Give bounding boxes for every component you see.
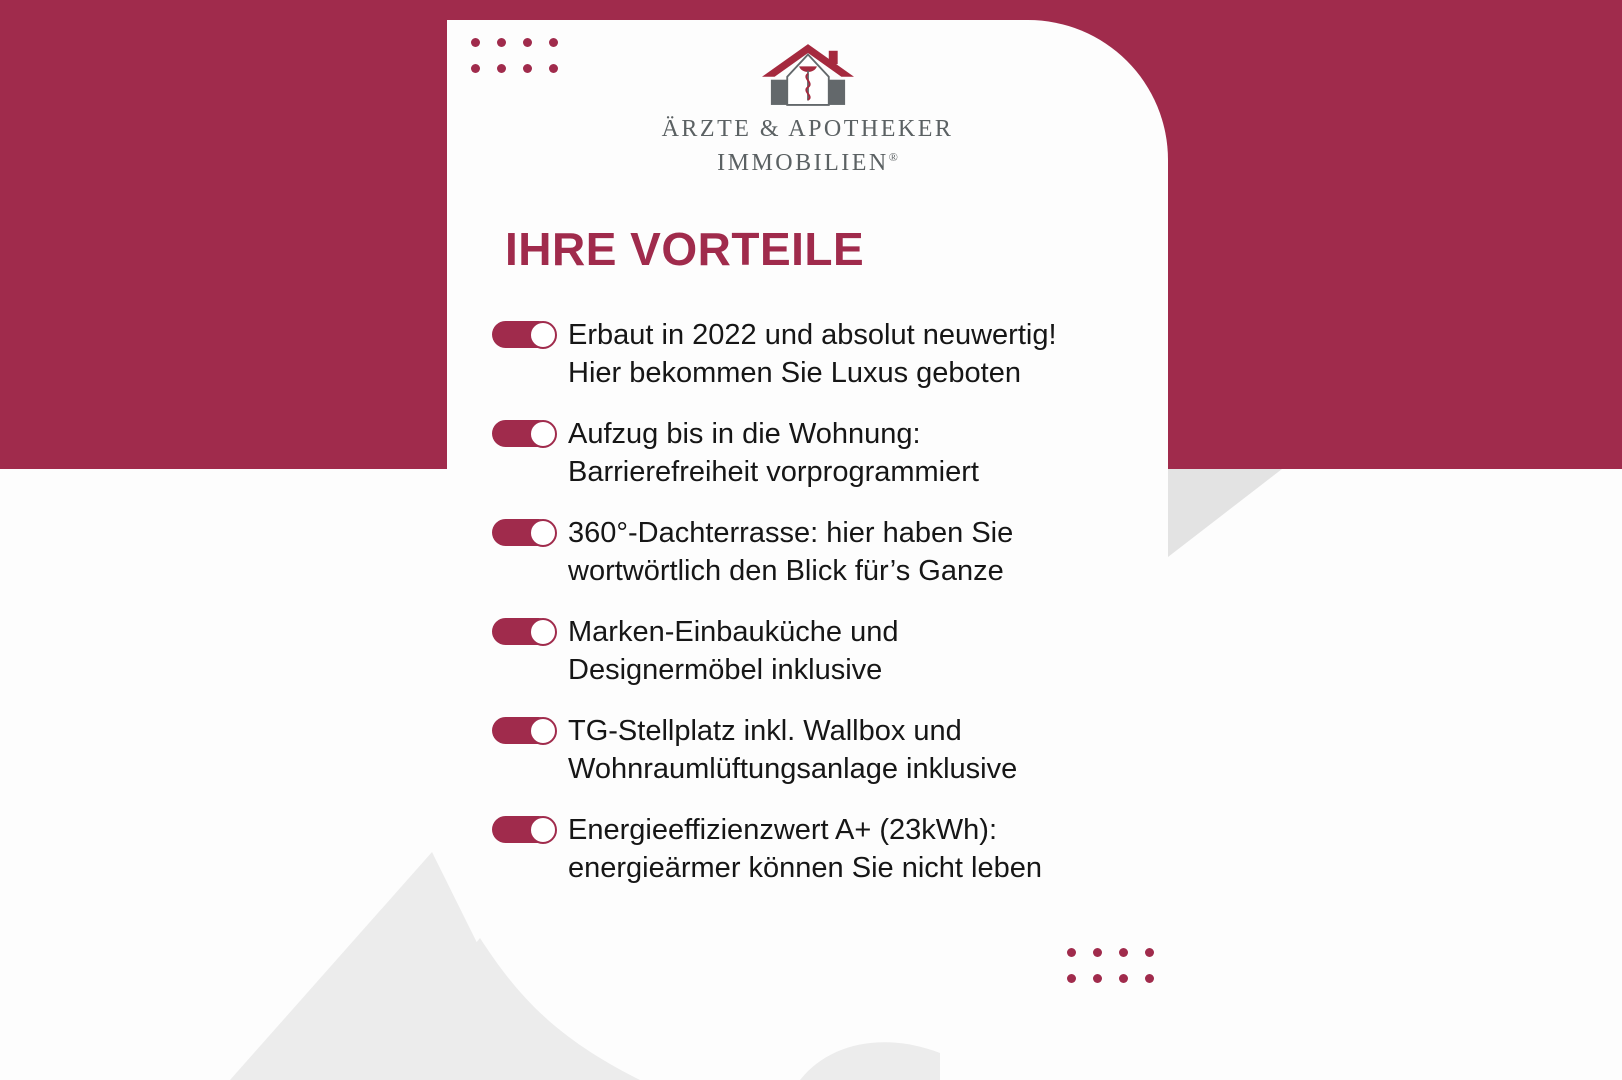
dot bbox=[497, 64, 506, 73]
dot bbox=[471, 64, 480, 73]
benefit-line: 360°-Dachterrasse: hier haben Sie bbox=[568, 517, 1014, 549]
brand-name-line1: ÄRZTE & APOTHEKER bbox=[661, 116, 954, 142]
dot bbox=[471, 38, 480, 47]
benefit-item bbox=[492, 712, 1168, 788]
house-logo-icon bbox=[762, 44, 854, 108]
toggle-knob-icon bbox=[529, 717, 557, 745]
card-content bbox=[447, 20, 1168, 1080]
toggle-knob-icon bbox=[529, 816, 557, 844]
dot bbox=[549, 64, 558, 73]
toggle-on-switch[interactable] bbox=[492, 519, 552, 546]
benefit-line: energieärmer können Sie nicht leben bbox=[568, 852, 1042, 884]
benefit-text bbox=[568, 712, 1017, 788]
benefit-line: Aufzug bis in die Wohnung: bbox=[568, 418, 921, 450]
benefit-item bbox=[492, 514, 1168, 590]
brand-name-immobilien: IMMOBILIEN bbox=[717, 150, 889, 176]
benefit-item bbox=[492, 415, 1168, 491]
benefit-line: Energieeffizienzwert A+ (23kWh): bbox=[568, 814, 998, 846]
dot bbox=[1145, 974, 1154, 983]
dot bbox=[1093, 948, 1102, 957]
benefits-list bbox=[492, 316, 1168, 887]
dots-accent-bottom-right bbox=[1067, 948, 1154, 983]
toggle-on-switch[interactable] bbox=[492, 717, 552, 744]
dot bbox=[1119, 974, 1128, 983]
toggle-knob-icon bbox=[529, 618, 557, 646]
dot bbox=[523, 64, 532, 73]
dots-accent-top-left bbox=[471, 38, 558, 73]
page-title: IHRE VORTEILE bbox=[505, 223, 865, 275]
benefit-line: wortwörtlich den Blick für’s Ganze bbox=[568, 555, 1004, 587]
toggle-knob-icon bbox=[529, 519, 557, 547]
benefit-line: Barrierefreiheit vorprogrammiert bbox=[568, 456, 979, 488]
benefit-text bbox=[568, 613, 898, 689]
benefit-line: Hier bekommen Sie Luxus geboten bbox=[568, 357, 1021, 389]
benefit-text bbox=[568, 316, 1057, 392]
toggle-on-switch[interactable] bbox=[492, 816, 552, 843]
benefit-text bbox=[568, 811, 1042, 887]
benefit-line: TG-Stellplatz inkl. Wallbox und bbox=[568, 715, 962, 747]
benefit-line: Wohnraumlüftungsanlage inklusive bbox=[568, 753, 1018, 785]
dot bbox=[1067, 948, 1076, 957]
dot bbox=[549, 38, 558, 47]
dot bbox=[497, 38, 506, 47]
benefit-item bbox=[492, 613, 1168, 689]
benefit-text bbox=[568, 514, 1013, 590]
benefit-item bbox=[492, 811, 1168, 887]
benefit-text bbox=[568, 415, 979, 491]
card-fold-shadow bbox=[1168, 469, 1282, 557]
dot bbox=[1067, 974, 1076, 983]
brand-name-line2 bbox=[447, 144, 1168, 176]
dot bbox=[523, 38, 532, 47]
toggle-on-switch[interactable] bbox=[492, 321, 552, 348]
toggle-knob-icon bbox=[529, 420, 557, 448]
benefit-line: Designermöbel inklusive bbox=[568, 654, 883, 686]
toggle-on-switch[interactable] bbox=[492, 420, 552, 447]
benefit-line: Erbaut in 2022 und absolut neuwertig! bbox=[568, 319, 1057, 351]
dot bbox=[1145, 948, 1154, 957]
registered-trademark: ® bbox=[888, 150, 898, 164]
benefit-item bbox=[492, 316, 1168, 392]
dot bbox=[1093, 974, 1102, 983]
toggle-knob-icon bbox=[529, 321, 557, 349]
toggle-on-switch[interactable] bbox=[492, 618, 552, 645]
benefit-line: Marken-Einbauküche und bbox=[568, 616, 899, 648]
dot bbox=[1119, 948, 1128, 957]
